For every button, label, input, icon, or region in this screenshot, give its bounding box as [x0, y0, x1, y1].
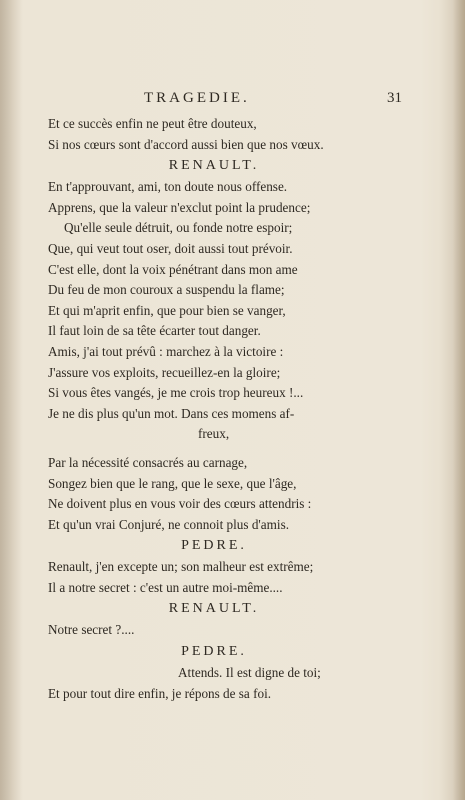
verse-line: Si nos cœurs sont d'accord aussi bien que nos vœux. — [48, 136, 324, 152]
verse-line: Amis, j'ai tout prévû : marchez à la victoire : — [48, 343, 284, 359]
verse-line: Et ce succès enfin ne peut être douteux, — [48, 116, 257, 131]
binding-shadow — [0, 0, 22, 800]
verse-line: Je ne dis plus qu'un mot. Dans ces momens af- — [48, 405, 295, 421]
verse-line: Ne doivent plus en vous voir des cœurs attendris : — [48, 496, 312, 512]
speaker-name: RENAULT. — [168, 601, 260, 617]
verse-line: Il faut loin de sa tête écarter tout danger. — [48, 323, 261, 339]
verse-line: Notre secret ?.... — [48, 622, 135, 638]
running-title: TRAGEDIE. — [144, 90, 250, 106]
verse-line: Que, qui veut tout oser, doit aussi tout prévoir. — [48, 240, 293, 256]
verse-line-continuation: freux, — [198, 426, 230, 442]
verse-line: Il a notre secret : c'est un autre moi-même.... — [48, 579, 283, 595]
verse-line: Songez bien que le rang, que le sexe, que l'âge, — [48, 475, 297, 491]
verse-line: Du feu de mon couroux a suspendu la flame; — [48, 282, 285, 298]
verse-line: Si vous êtes vangés, je me crois trop heureux !... — [48, 385, 304, 401]
speaker-name: RENAULT. — [168, 158, 260, 174]
page-number: 31 — [387, 90, 402, 106]
running-head — [48, 90, 402, 112]
text-block — [48, 90, 402, 701]
verse-line: En t'approuvant, ami, ton doute nous offense. — [48, 179, 288, 195]
verse-line: Et pour tout dire enfin, je répons de sa foi. — [48, 685, 272, 701]
page-edge — [453, 0, 465, 800]
verse-line: C'est elle, dont la voix pénétrant dans mon ame — [48, 261, 298, 277]
verse-line: Apprens, que la valeur n'exclut point la prudence; — [48, 199, 311, 215]
verse-line: J'assure vos exploits, recueillez-en la gloire; — [48, 364, 281, 380]
verse-line: Et qu'un vrai Conjuré, ne connoit plus d'amis. — [48, 516, 289, 532]
verse-line: Renault, j'en excepte un; son malheur est extrême; — [48, 559, 314, 575]
speaker-name: PEDRE. — [181, 538, 247, 554]
speaker-name: PEDRE. — [181, 644, 247, 660]
verse-line: Attends. Il est digne de toi; — [178, 665, 321, 681]
verse-line: Qu'elle seule détruit, ou fonde notre espoir; — [64, 220, 293, 236]
verse-line: Par la nécessité consacrés au carnage, — [48, 454, 248, 470]
verse-line: Et qui m'aprit enfin, que pour bien se vanger, — [48, 302, 286, 318]
